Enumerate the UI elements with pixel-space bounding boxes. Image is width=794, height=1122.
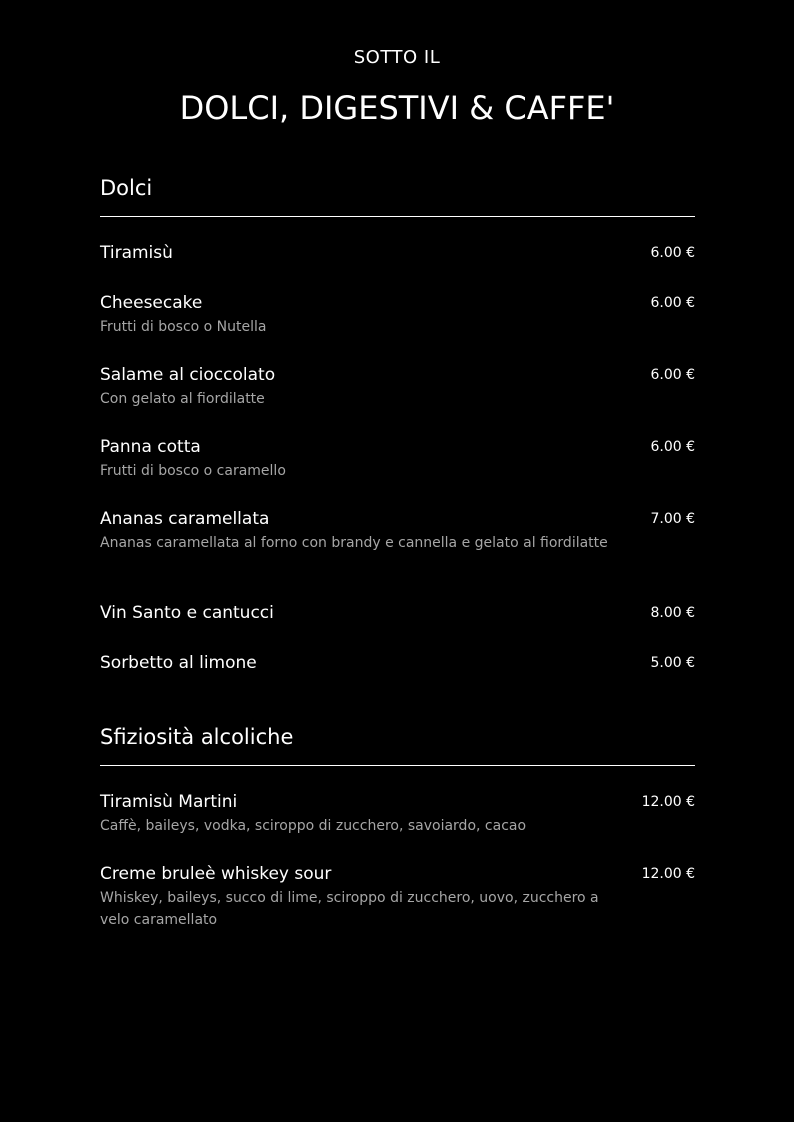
menu-item-salame-al-cioccolato: [100, 364, 695, 410]
item-description: Ananas caramellata al forno con brandy e cannella e gelato al fiordilatte: [100, 535, 608, 551]
item-description: Caffè, baileys, vodka, sciroppo di zucchero, savoiardo, cacao: [100, 818, 527, 834]
item-price: 12.00 €: [641, 866, 695, 882]
item-price: 7.00 €: [650, 511, 695, 527]
section-dolci: [100, 175, 695, 217]
item-name: Tiramisù: [100, 243, 173, 263]
item-name: Creme bruleè whiskey sour: [100, 864, 332, 884]
page-title: DOLCI, DIGESTIVI & CAFFE': [179, 89, 615, 127]
section-title: Dolci: [100, 176, 153, 200]
menu-item-sorbetto-al-limone: [100, 652, 695, 674]
menu-item-vin-santo-e-cantucci: [100, 602, 695, 624]
item-price: 6.00 €: [650, 245, 695, 261]
item-name: Panna cotta: [100, 437, 201, 457]
menu-item-tiramisu-martini: [100, 791, 695, 837]
item-price: 6.00 €: [650, 295, 695, 311]
item-description: Con gelato al fiordilatte: [100, 391, 265, 407]
item-price: 5.00 €: [650, 655, 695, 671]
item-description: Frutti di bosco o Nutella: [100, 319, 267, 335]
item-price: 8.00 €: [650, 605, 695, 621]
item-price: 6.00 €: [650, 367, 695, 383]
item-description: Whiskey, baileys, succo di lime, sciroppo di zucchero, uovo, zucchero a velo caramellato: [100, 890, 599, 928]
item-name: Vin Santo e cantucci: [100, 603, 274, 623]
section-divider: [100, 216, 695, 217]
section-divider: [100, 765, 695, 766]
menu-item-cheesecake: [100, 292, 695, 338]
menu-item-creme-brulee-whiskey-sour: [100, 863, 695, 931]
item-name: Cheesecake: [100, 293, 203, 313]
item-name: Tiramisù Martini: [100, 792, 238, 812]
item-name: Sorbetto al limone: [100, 653, 257, 673]
item-description: Frutti di bosco o caramello: [100, 463, 286, 479]
menu-item-ananas-caramellata: [100, 508, 695, 554]
item-name: Salame al cioccolato: [100, 365, 276, 385]
item-price: 12.00 €: [641, 794, 695, 810]
menu-item-tiramisu: [100, 242, 695, 264]
section-title: Sfiziosità alcoliche: [100, 725, 294, 749]
item-price: 6.00 €: [650, 439, 695, 455]
section-sfiziosita-alcoliche: [100, 724, 695, 766]
brand-label: SOTTO IL: [353, 47, 441, 68]
item-name: Ananas caramellata: [100, 509, 270, 529]
menu-item-panna-cotta: [100, 436, 695, 482]
